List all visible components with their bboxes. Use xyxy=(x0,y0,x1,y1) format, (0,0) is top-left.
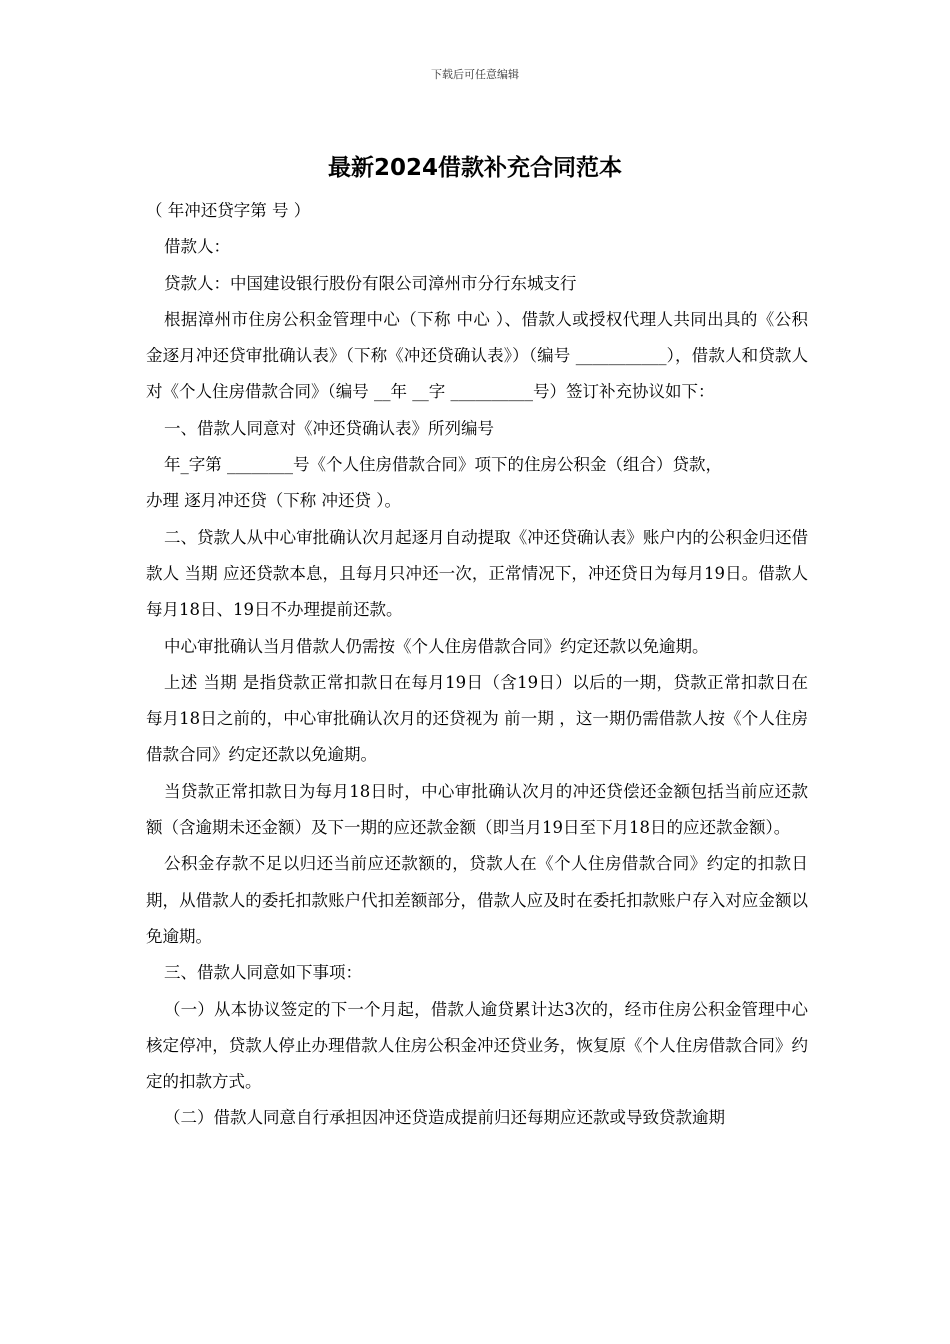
paragraph: 上述 当期 是指贷款正常扣款日在每月19日（含19日）以后的一期，贷款正常扣款日在每月18日之前的，中心审批确认次月的还贷视为 前一期 ，这一期仍需借款人按《个人住房借款合同》约定还款以免逾期。 xyxy=(146,672,808,765)
contract-number-line: （ 年冲还贷字第 号 ） xyxy=(146,201,311,220)
paragraph: （一）从本协议签定的下一个月起，借款人逾贷累计达3次的，经市住房公积金管理中心核定停冲，贷款人停止办理借款人住房公积金冲还贷业务，恢复原《个人住房借款合同》约定的扣款方式。 xyxy=(146,999,808,1092)
paragraph: 当贷款正常扣款日为每月18日时，中心审批确认次月的冲还贷偿还金额包括当前应还款额（含逾期未还金额）及下一期的应还款金额（即当月19日至下月18日的应还款金额）。 xyxy=(146,781,808,838)
paragraph: 公积金存款不足以归还当前应还款额的，贷款人在《个人住房借款合同》约定的扣款日期，从借款人的委托扣款账户代扣差额部分，借款人应及时在委托扣款账户存入对应金额以免逾期。 xyxy=(146,854,808,946)
document-title: 最新2024借款补充合同范本 xyxy=(327,155,622,181)
paragraph: 根据漳州市住房公积金管理中心（下称 中心 ）、借款人或授权代理人共同出具的《公积金逐月冲还贷审批确认表》（下称《冲还贷确认表》）（编号 ___________），借款人和贷款人对《个人住房借款合同》（编号 __年 __字 __________号）签订补充协议如下： xyxy=(146,309,808,402)
paragraph: （二）借款人同意自行承担因冲还贷造成提前归还每期应还款或导致贷款逾期 xyxy=(164,1108,725,1128)
paragraph: 二、贷款人从中心审批确认次月起逐月自动提取《冲还贷确认表》账户内的公积金归还借款人 当期 应还贷款本息，且每月只冲还一次，正常情况下，冲还贷日为每月19日。借款人每月18日、19日不办理提前还款。 xyxy=(146,527,808,620)
lender-line: 贷款人：中国建设银行股份有限公司漳州市分行东城支行 xyxy=(164,273,577,293)
paragraph: 年_字第 ________号《个人住房借款合同》项下的住房公积金（组合）贷款， xyxy=(164,455,722,475)
paragraph: 中心审批确认当月借款人仍需按《个人住房借款合同》约定还款以免逾期。 xyxy=(164,636,709,656)
paragraph: 一、借款人同意对《冲还贷确认表》所列编号 xyxy=(164,418,494,438)
document-body xyxy=(146,193,808,1137)
paragraph: 三、借款人同意如下事项： xyxy=(164,963,362,983)
paragraph: 办理 逐月冲还贷（下称 冲还贷 ）。 xyxy=(146,491,401,511)
header-note: 下载后可任意编辑 xyxy=(431,68,519,81)
borrower-line: 借款人： xyxy=(164,237,230,257)
